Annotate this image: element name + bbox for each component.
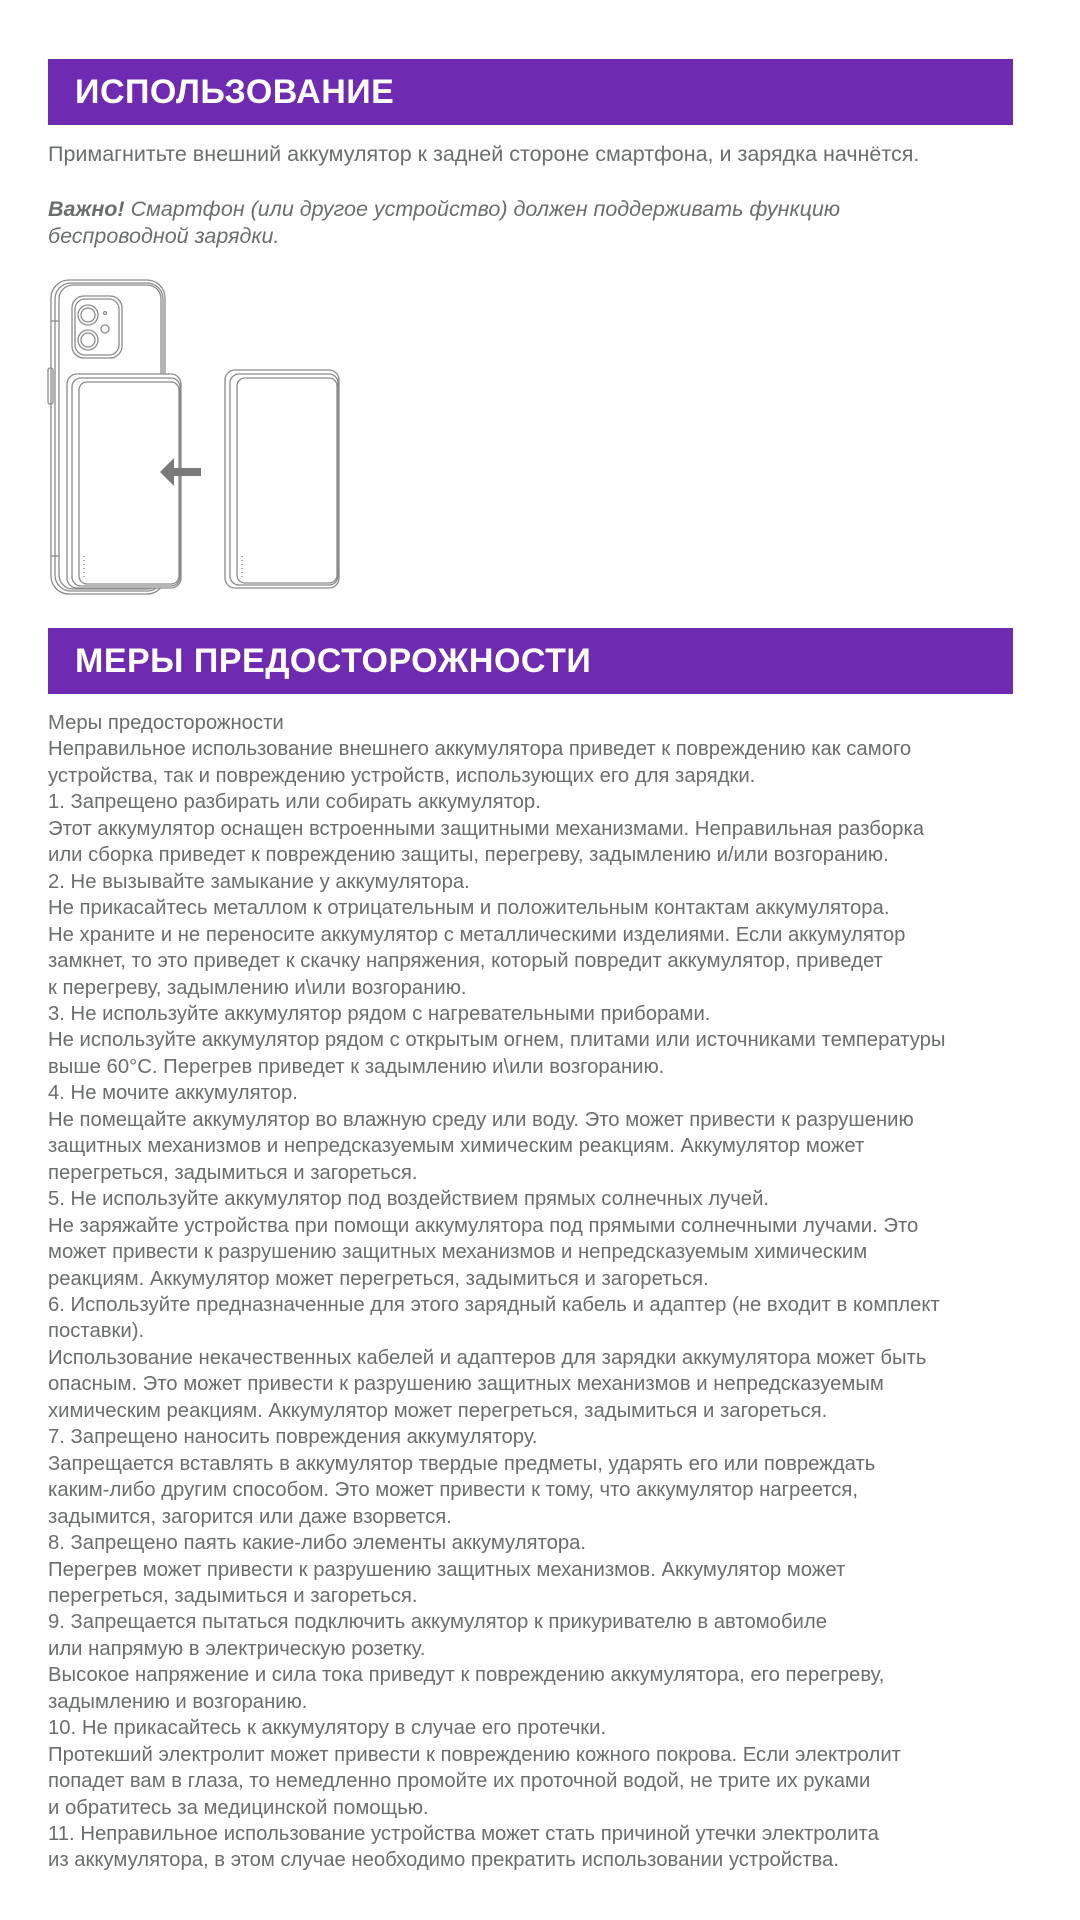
precaution-line: устройства, так и повреждению устройств, использующих его для зарядки. bbox=[48, 764, 756, 787]
attached-powerbank-icon bbox=[67, 374, 181, 588]
precautions-text bbox=[48, 710, 1048, 1874]
precaution-line: реакциям. Аккумулятор может перегреться, задымиться и загореться. bbox=[48, 1267, 709, 1290]
precaution-line: поставки). bbox=[48, 1320, 145, 1343]
precaution-line: замкнет, то это приведет к скачку напряжения, который повредит аккумулятор, приведет bbox=[48, 950, 883, 973]
precaution-line: Перегрев может привести к разрушению защитных механизмов. Аккумулятор может bbox=[48, 1558, 846, 1581]
precaution-line: 10. Не прикасайтесь к аккумулятору в случае его протечки. bbox=[48, 1717, 607, 1740]
powerbank-icon bbox=[225, 370, 339, 588]
precaution-line: или напрямую в электрическую розетку. bbox=[48, 1637, 426, 1660]
important-note bbox=[48, 196, 1038, 250]
precaution-line: Неправильное использование внешнего аккумулятора приведет к повреждению как самого bbox=[48, 738, 912, 761]
precaution-line: может привести к разрушению защитных механизмов и непредсказуемым химическим bbox=[48, 1241, 868, 1264]
precaution-line: задымится, загорится или даже взорвется. bbox=[48, 1505, 452, 1528]
precaution-line: Не храните и не переносите аккумулятор с металлическими изделиями. Если аккумулятор bbox=[48, 923, 906, 946]
precaution-line: из аккумулятора, в этом случае необходимо прекратить использовании устройства. bbox=[48, 1849, 839, 1872]
precaution-line: задымлению и возгоранию. bbox=[48, 1690, 308, 1713]
precaution-line: к перегреву, задымлению и\или возгоранию. bbox=[48, 976, 467, 999]
precaution-line: 5. Не используйте аккумулятор под воздействием прямых солнечных лучей. bbox=[48, 1188, 770, 1211]
precaution-line: или сборка приведет к повреждению защиты, перегреву, задымлению и/или возгоранию. bbox=[48, 844, 889, 867]
important-text-line1: Смартфон (или другое устройство) должен поддерживать функцию bbox=[124, 197, 841, 221]
precaution-line: химическим реакциям. Аккумулятор может перегреться, задымиться и загореться. bbox=[48, 1399, 828, 1422]
precaution-line: Не используйте аккумулятор рядом с открытым огнем, плитами или источниками температуры bbox=[48, 1029, 946, 1052]
precaution-line: каким-либо другим способом. Это может привести к тому, что аккумулятор нагреется, bbox=[48, 1479, 859, 1502]
usage-instruction-text: Примагнитьте внешний аккумулятор к задней стороне смартфона, и зарядка начнётся. bbox=[48, 142, 920, 166]
precaution-line: опасным. Это может привести к разрушению защитных механизмов и непредсказуемым bbox=[48, 1373, 884, 1396]
precaution-line: выше 60°С. Перегрев приведет к задымлению и\или возгоранию. bbox=[48, 1055, 665, 1078]
important-label: Важно! bbox=[48, 197, 125, 221]
precaution-line: и обратитесь за медицинской помощью. bbox=[48, 1796, 429, 1819]
precaution-line: Протекший электролит может привести к повреждению кожного покрова. Если электролит bbox=[48, 1743, 901, 1766]
precaution-line: Не заряжайте устройства при помощи аккумулятора под прямыми солнечными лучами. Это bbox=[48, 1214, 919, 1237]
precaution-line: 4. Не мочите аккумулятор. bbox=[48, 1082, 298, 1105]
precaution-line: 3. Не используйте аккумулятор рядом с нагревательными приборами. bbox=[48, 1002, 711, 1025]
precaution-line: перегреться, задымиться и загореться. bbox=[48, 1161, 418, 1184]
phone-powerbank-attach-illustration-icon bbox=[46, 276, 342, 598]
precaution-line: Меры предосторожности bbox=[48, 712, 284, 734]
usage-section-heading: ИСПОЛЬЗОВАНИЕ bbox=[48, 59, 1013, 125]
precautions-section-heading: МЕРЫ ПРЕДОСТОРОЖНОСТИ bbox=[48, 628, 1013, 694]
precaution-line: Использование некачественных кабелей и адаптеров для зарядки аккумулятора может быть bbox=[48, 1346, 927, 1369]
precaution-line: 8. Запрещено паять какие-либо элементы аккумулятора. bbox=[48, 1532, 587, 1555]
precaution-line: защитных механизмов и непредсказуемым химическим реакциям. Аккумулятор может bbox=[48, 1135, 865, 1158]
precaution-line: 7. Запрещено наносить повреждения аккумулятору. bbox=[48, 1426, 538, 1449]
precaution-line: 1. Запрещено разбирать или собирать аккумулятор. bbox=[48, 791, 541, 814]
precaution-line: перегреться, задымиться и загореться. bbox=[48, 1584, 418, 1607]
precaution-line: попадет вам в глаза, то немедленно промойте их проточной водой, не трите их руками bbox=[48, 1770, 871, 1793]
precaution-line: Не прикасайтесь металлом к отрицательным и положительным контактам аккумулятора. bbox=[48, 897, 890, 920]
precaution-line: 6. Используйте предназначенные для этого зарядный кабель и адаптер (не входит в комплект bbox=[48, 1293, 940, 1316]
precaution-line: 11. Неправильное использование устройства может стать причиной утечки электролита bbox=[48, 1823, 879, 1846]
precaution-line: Этот аккумулятор оснащен встроенными защитными механизмами. Неправильная разборка bbox=[48, 817, 925, 840]
precaution-line: Не помещайте аккумулятор во влажную среду или воду. Это может привести к разрушению bbox=[48, 1108, 914, 1131]
precaution-line: Высокое напряжение и сила тока приведут к повреждению аккумулятора, его перегреву, bbox=[48, 1664, 885, 1687]
important-text-line2: беспроводной зарядки. bbox=[48, 224, 280, 248]
precaution-line: 9. Запрещается пытаться подключить аккумулятор к прикуривателю в автомобиле bbox=[48, 1611, 828, 1634]
precaution-line: Запрещается вставлять в аккумулятор твердые предметы, ударять его или повреждать bbox=[48, 1452, 876, 1475]
precaution-line: 2. Не вызывайте замыкание у аккумулятора. bbox=[48, 870, 470, 893]
